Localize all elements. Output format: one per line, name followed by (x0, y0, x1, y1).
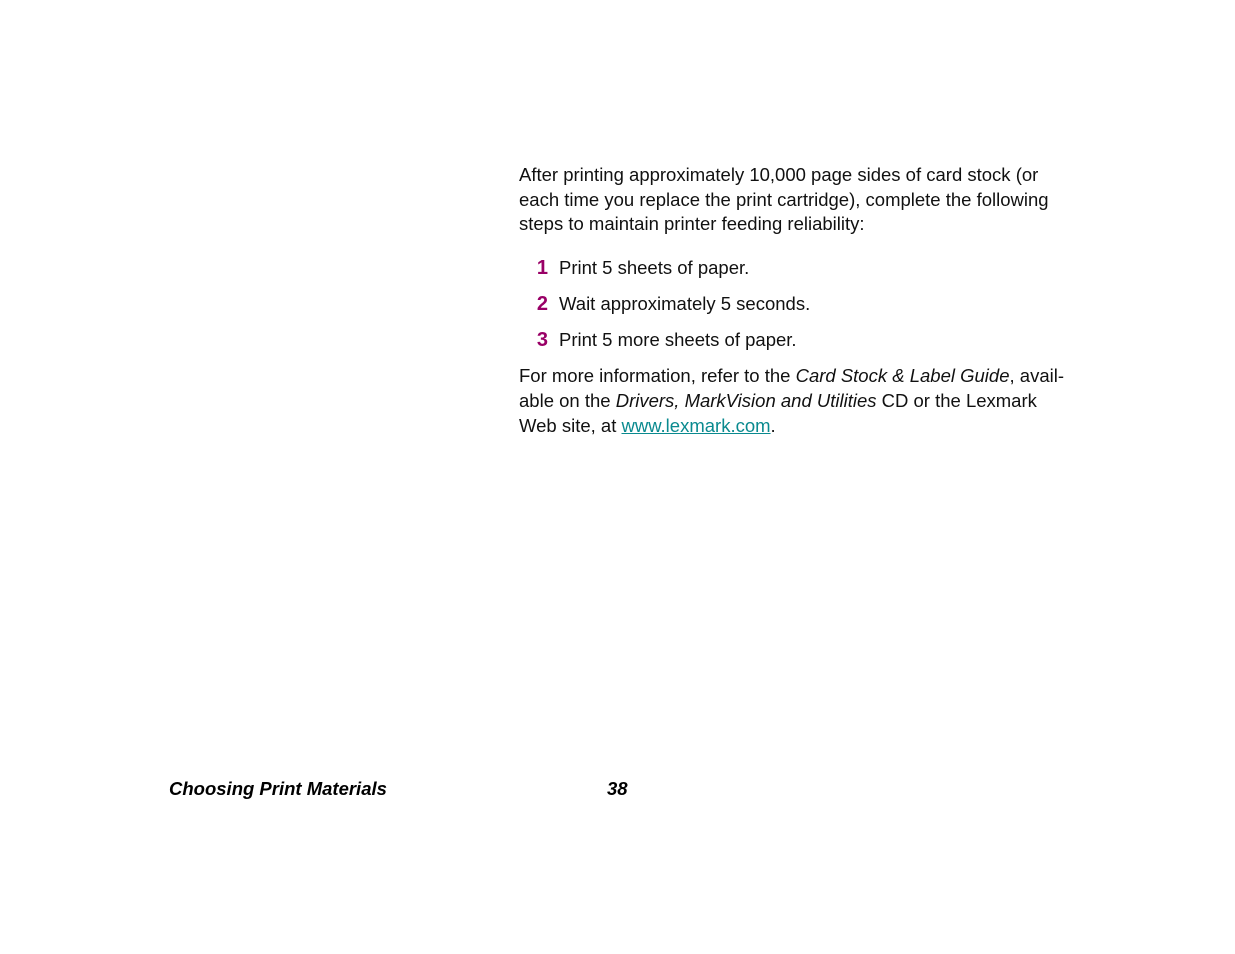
steps-list (519, 256, 1079, 364)
more-info-text: CD or the Lexmark Web site, at (519, 390, 1037, 437)
step-number: 2 (536, 293, 548, 316)
list-item (519, 292, 1079, 328)
guide-title: Card Stock & Label Guide (795, 365, 1010, 387)
intro-paragraph: After printing approximately 10,000 page sides of card stock (or each time you replace the print cartridge), complete the following steps to maintain printer feeding reliability: (519, 164, 1049, 235)
step-text: Print 5 sheets of paper. (559, 257, 750, 279)
more-info-text: For more information, refer to the (519, 365, 796, 387)
step-text: Wait approximately 5 seconds. (559, 293, 811, 315)
footer-section-title: Choosing Print Materials (169, 778, 387, 799)
more-info-text: . (770, 415, 776, 437)
more-info-text: , avail-able on the (519, 365, 1064, 412)
more-info-paragraph (519, 363, 1079, 438)
list-item (519, 328, 1079, 364)
list-item (519, 256, 1079, 292)
step-text: Print 5 more sheets of paper. (559, 329, 797, 351)
page-number: 38 (607, 778, 628, 799)
step-number: 3 (536, 329, 548, 352)
main-content (519, 163, 1079, 438)
step-number: 1 (536, 257, 548, 280)
cd-title: Drivers, MarkVision and Utilities (615, 390, 877, 412)
lexmark-website-link[interactable]: www.lexmark.com (621, 415, 771, 437)
